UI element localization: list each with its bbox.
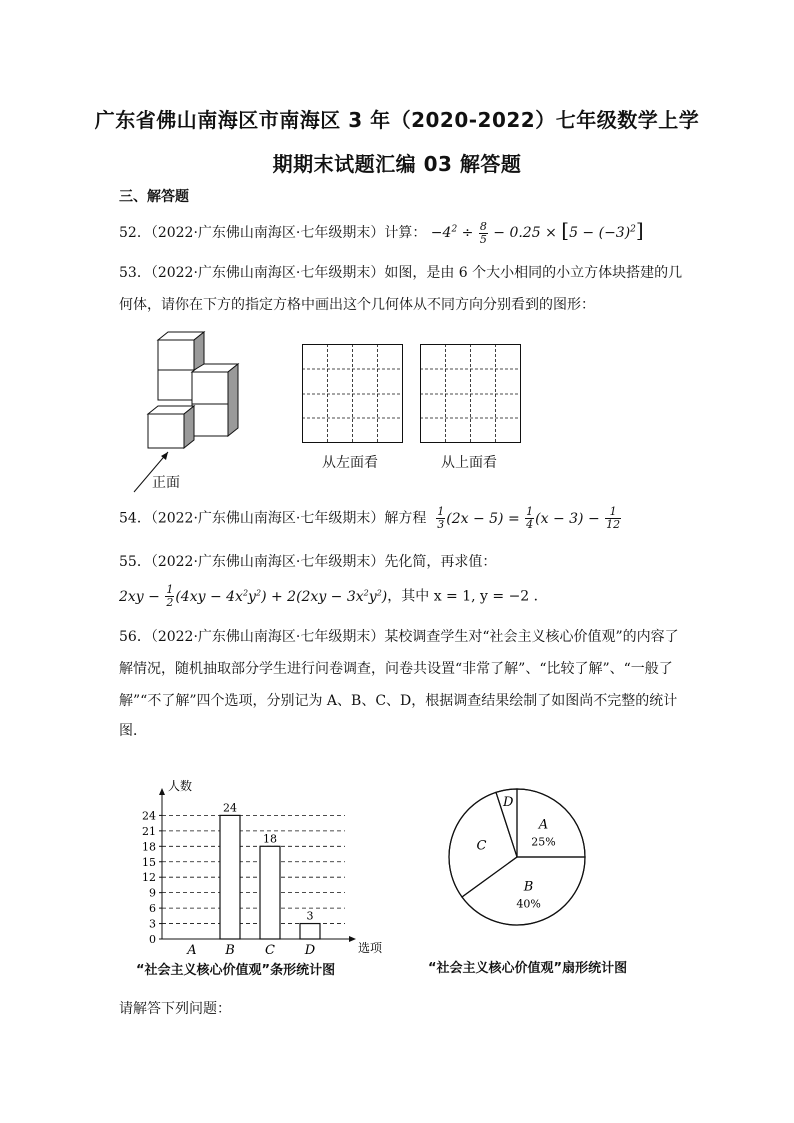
question-52-prefix: 52．（2022·广东佛山南海区·七年级期末）计算： — [119, 225, 427, 241]
question-54 — [119, 506, 622, 531]
question-52 — [119, 218, 644, 246]
x-axis-arrow — [349, 936, 356, 942]
left-view-label: 从左面看 — [322, 455, 378, 471]
y-tick-label: 0 — [149, 933, 156, 946]
question-55-expression: 2xy − $\frac{1}{2}$ $(4xy - 4x^2y^2) + 2(2xy - 3x^2y^2)$ — [119, 583, 388, 609]
pie-slice-percent: 25% — [531, 835, 556, 849]
bar-chart — [120, 752, 400, 962]
question-56-line2: 解情况，随机抽取部分学生进行问卷调查，问卷共设置“非常了解”、“比较了解”、“一般了 — [119, 661, 673, 677]
x-tick-label: B — [225, 943, 235, 958]
pie-slice-label: A — [538, 817, 549, 833]
pie-slice-label: B — [523, 879, 534, 895]
question-56-line3: 解”“不了解”四个选项，分别记为 A、B、C、D，根据调查结果绘制了如图尚不完整的统计 — [119, 693, 678, 709]
question-56-line4: 图． — [119, 723, 147, 739]
x-tick-label: A — [187, 943, 197, 958]
x-axis-label: 选项 — [358, 941, 383, 955]
y-tick-label: 9 — [149, 886, 156, 900]
y-tick-label: 24 — [142, 809, 156, 823]
cube-figure — [128, 328, 248, 498]
y-tick-label: 21 — [142, 824, 156, 838]
bar-C — [260, 846, 280, 939]
bar-D — [300, 924, 320, 939]
pie-slice-label: C — [476, 838, 487, 854]
y-axis-label: 人数 — [168, 778, 193, 793]
x-tick-label: D — [304, 943, 316, 958]
question-54-equation: $\frac{1}{3}$ (2x − 5) = $\frac{1}{4}$ (x − 3) − $\frac{1}{12}$ — [437, 505, 621, 531]
y-tick-label: 6 — [149, 902, 156, 916]
question-53-line2: 何体，请你在下方的指定方格中画出这个几何体从不同方向分别看到的图形： — [119, 297, 595, 313]
pie-slice-percent: 40% — [516, 897, 541, 911]
question-52-expression: $-4^2$ ÷ $\frac{8}{5}$ − $0.25 \times [5 - (-3)^2]$ — [430, 218, 644, 246]
left-view-grid — [302, 344, 404, 444]
y-tick-label: 12 — [142, 871, 156, 885]
question-53-line1: 53．（2022·广东佛山南海区·七年级期末）如图，是由 6 个大小相同的小立方体块搭建的几 — [119, 265, 683, 281]
y-tick-label: 18 — [142, 840, 156, 854]
question-54-prefix: 54．（2022·广东佛山南海区·七年级期末）解方程 — [119, 510, 427, 527]
page-title-line1: 广东省佛山南海区市南海区 3 年（2020-2022）七年级数学上学 — [94, 108, 700, 132]
bar-chart-title: “社会主义核心价值观”条形统计图 — [136, 963, 336, 978]
bar-value-label: 18 — [263, 832, 277, 846]
closing-prompt: 请解答下列问题： — [119, 1001, 231, 1017]
y-tick-label: 3 — [149, 917, 156, 931]
y-tick-label: 15 — [142, 855, 156, 869]
front-label: 正面 — [152, 475, 180, 491]
question-55-line1: 55．（2022·广东佛山南海区·七年级期末）先化简，再求值： — [119, 554, 497, 570]
pie-chart-title: “社会主义核心价值观”扇形统计图 — [428, 961, 628, 976]
y-axis-arrow — [159, 788, 165, 795]
top-view-label: 从上面看 — [441, 455, 497, 471]
section-heading: 三、解答题 — [119, 189, 189, 205]
page-title-line2: 期期末试题汇编 03 解答题 — [272, 152, 522, 176]
question-55-condition: ，其中 x = 1, y = −2 ． — [387, 588, 548, 605]
question-56-line1: 56．（2022·广东佛山南海区·七年级期末）某校调查学生对“社会主义核心价值观”的内容了 — [119, 629, 679, 645]
bar-value-label: 24 — [223, 801, 237, 815]
pie-slice-label: D — [503, 794, 514, 810]
bar-B — [220, 815, 240, 939]
bar-value-label: 3 — [306, 909, 314, 923]
x-tick-label: C — [265, 943, 275, 958]
question-55-line2 — [119, 584, 548, 609]
pie-chart — [440, 780, 600, 940]
top-view-grid — [420, 344, 522, 444]
